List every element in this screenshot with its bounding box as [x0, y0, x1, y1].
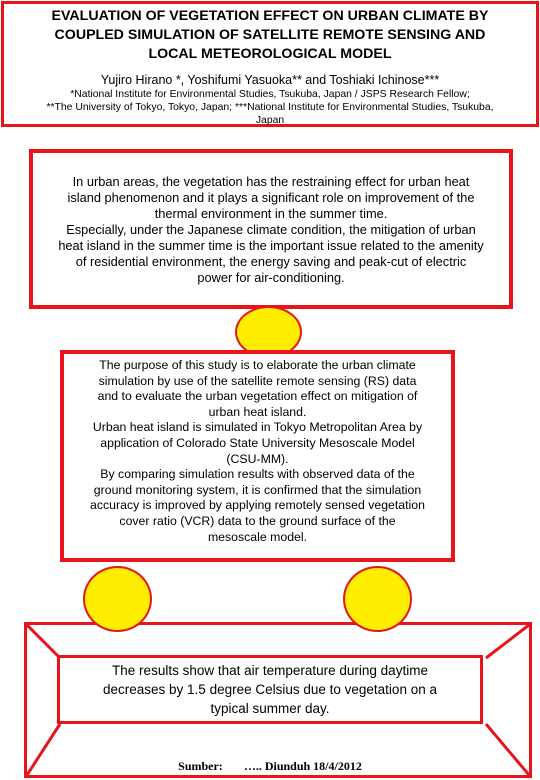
- text-line: (CSU-MM).: [226, 451, 289, 466]
- text-line: thermal environment in the summer time.: [154, 206, 388, 221]
- text-line: Urban heat island is simulated in Tokyo Metropolitan Area by: [92, 420, 423, 435]
- text-line: cover ratio (VCR) data to the ground surface of the: [119, 513, 396, 528]
- affiliation-line: **The University of Tokyo, Tokyo, Japan; ***National Institute for Environmental Studies, Tsukuba,: [46, 102, 494, 113]
- affiliations: [10, 88, 530, 127]
- text-line: urban heat island.: [208, 404, 307, 419]
- results-box: [57, 655, 483, 724]
- affiliation-line: *National Institute for Environmental Studies, Tsukuba, Japan / JSPS Research Fellow;: [70, 89, 470, 100]
- authors: Yujiro Hirano *, Yoshifumi Yasuoka** and Toshiaki Ichinose***: [100, 73, 440, 87]
- source-footer: [0, 759, 540, 774]
- text-line: mesoscale model.: [207, 529, 308, 544]
- connector-circle-left: [83, 566, 152, 632]
- background-box: [29, 149, 513, 309]
- text-line: accuracy is improved by applying remotely sensed vegetation: [90, 498, 425, 513]
- text-line: The purpose of this study is to elaborate the urban climate: [99, 358, 416, 372]
- text-line: and to evaluate the urban vegetation effect on mitigation of: [97, 389, 418, 404]
- text-line: power for air-conditioning.: [197, 270, 345, 285]
- background-text: [33, 174, 509, 286]
- source-label: Sumber:: [178, 759, 223, 773]
- connector-circle-right: [343, 566, 412, 632]
- purpose-box: [60, 350, 455, 562]
- text-line: The results show that air temperature during daytime: [112, 663, 428, 678]
- text-line: In urban areas, the vegetation has the restraining effect for urban heat: [72, 174, 470, 189]
- text-line: decreases by 1.5 degree Celsius due to vegetation on a: [103, 682, 437, 697]
- paper-title: [4, 7, 536, 64]
- text-line: simulation by use of the satellite remote sensing (RS) data: [98, 373, 417, 388]
- purpose-text: [64, 358, 451, 545]
- title-line: EVALUATION OF VEGETATION EFFECT ON URBAN CLIMATE BY: [51, 8, 489, 24]
- text-line: of residential environment, the energy saving and peak-cut of electric: [75, 254, 467, 269]
- text-line: By comparing simulation results with observed data of the: [100, 467, 415, 482]
- text-line: heat island in the summer time is the important issue related to the amenity: [58, 238, 484, 253]
- text-line: typical summer day.: [210, 701, 330, 716]
- title-line: LOCAL METEOROLOGICAL MODEL: [148, 46, 392, 62]
- affiliation-line: Japan: [255, 115, 285, 126]
- text-line: Especially, under the Japanese climate condition, the mitigation of urban: [66, 222, 476, 237]
- source-value: ….. Diunduh 18/4/2012: [243, 759, 362, 773]
- results-text: [60, 661, 480, 718]
- text-line: island phenomenon and it plays a significant role on improvement of the: [67, 190, 475, 205]
- text-line: ground monitoring system, it is confirmed that the simulation: [93, 482, 422, 497]
- text-line: application of Colorado State University Mesoscale Model: [100, 435, 415, 450]
- title-line: COUPLED SIMULATION OF SATELLITE REMOTE SENSING AND: [54, 27, 486, 43]
- header-box: [1, 1, 539, 127]
